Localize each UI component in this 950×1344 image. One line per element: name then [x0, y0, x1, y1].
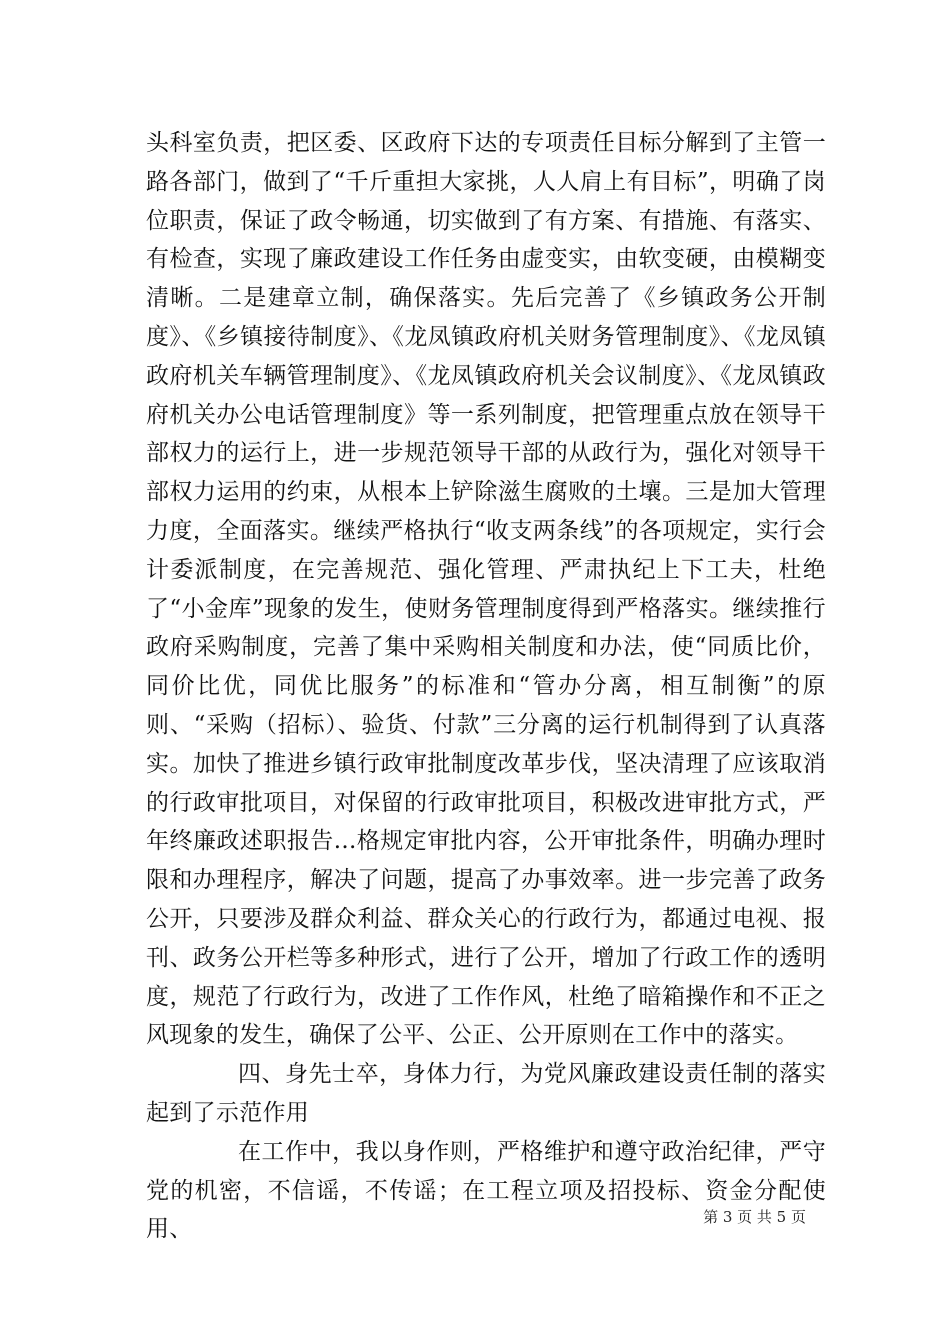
- document-body: [146, 124, 826, 1249]
- body-paragraph: 头科室负责，把区委、区政府下达的专项责任目标分解到了主管一路各部门，做到了“千斤重担大家挑，人人肩上有目标”，明确了岗位职责，保证了政令畅通，切实做到了有方案、有措施、有落实、有检查，实现了廉政建设工作任务由虚变实，由软变硬，由模糊变清晰。二是建章立制，确保落实。先后完善了《乡镇政务公开制度》、《乡镇接待制度》、《龙凤镇政府机关财务管理制度》、《龙凤镇政府机关车辆管理制度》、《龙凤镇政府机关会议制度》、《龙凤镇政府机关办公电话管理制度》等一系列制度，把管理重点放在领导干部权力的运行上，进一步规范领导干部的从政行为，强化对领导干部权力运用的约束，从根本上铲除滋生腐败的土壤。三是加大管理力度，全面落实。继续严格执行“收支两条线”的各项规定，实行会计委派制度，在完善规范、强化管理、严肃执纪上下工夫，杜绝了“小金库”现象的发生，使财务管理制度得到严格落实。继续推行政府采购制度，完善了集中采购相关制度和办法，使“同质比价，同价比优，同优比服务”的标准和“管办分离，相互制衡”的原则、“采购（招标）、验货、付款”三分离的运行机制得到了认真落实。加快了推进乡镇行政审批制度改革步伐，坚决清理了应该取消的行政审批项目，对保留的行政审批项目，积极改进审批方式，严年终廉政述职报告...格规定审批内容，公开审批条件，明确办理时限和办理程序，解决了问题，提高了办事效率。进一步完善了政务公开，只要涉及群众利益、群众关心的行政行为，都通过电视、报刊、政务公开栏等多种形式，进行了公开，增加了行政工作的透明度，规范了行政行为，改进了工作作风，杜绝了暗箱操作和不正之风现象的发生，确保了公平、公正、公开原则在工作中的落实。: [146, 130, 826, 1049]
- section-heading: 四、身先士卒，身体力行，为党风廉政建设责任制的落实起到了示范作用: [146, 1061, 826, 1126]
- page-number: 第 3 页 共 5 页: [703, 1208, 806, 1226]
- body-paragraph: 在工作中，我以身作则，严格维护和遵守政治纪律，严守党的机密，不信谣，不传谣；在工程立项及招投标、资金分配使用、: [146, 1138, 826, 1243]
